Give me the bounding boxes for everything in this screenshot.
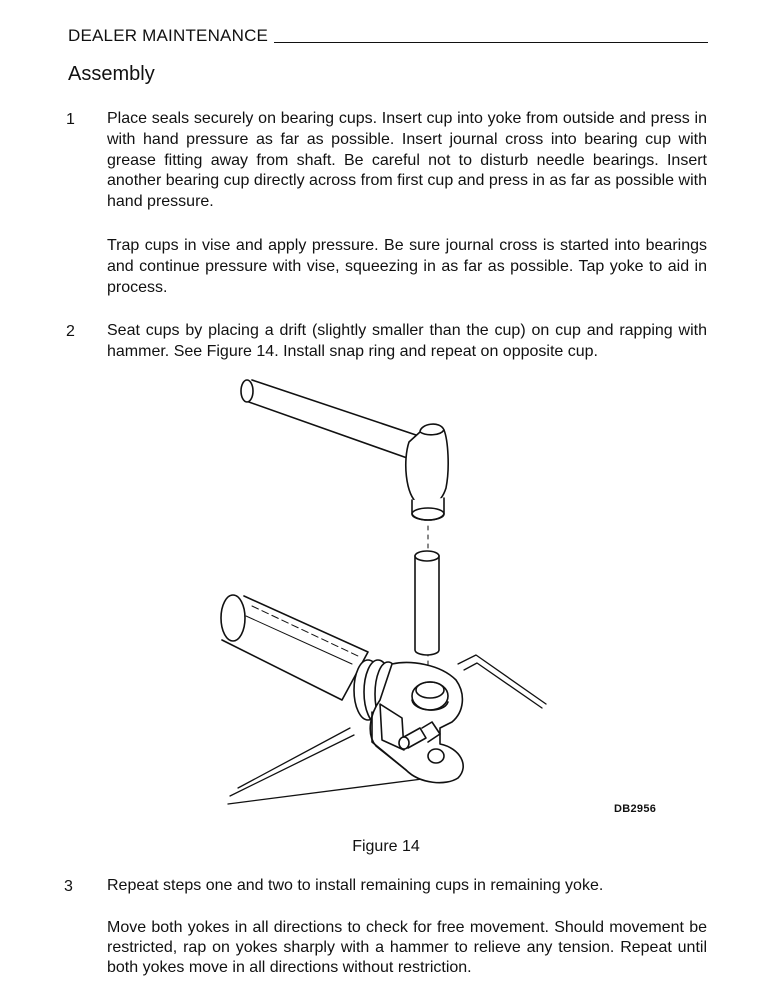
section-title: Assembly [68,63,155,85]
hammer-head [406,424,448,520]
figure-14-illustration [0,370,772,830]
step-1-paragraph-2: Trap cups in vise and apply pressure. Be sure journal cross is started into bearings and continue pressure with vise, squeezing in as far as possible. Tap yoke to aid in process. [107,237,707,296]
hammer-handle [241,380,419,459]
step-number-2: 2 [66,323,75,340]
header-rule [274,42,708,43]
figure-code: DB2956 [614,803,657,815]
shaft [221,595,368,700]
drift-pin [415,551,439,655]
step-2-paragraph-1: Seat cups by placing a drift (slightly smaller than the cup) on cup and rapping with hammer. See Figure 14. Install snap ring and repeat on opposite cup. [107,322,707,360]
figure-caption: Figure 14 [352,838,420,855]
step-3-paragraph-1: Repeat steps one and two to install remaining cups in remaining yoke. [107,877,604,894]
step-number-1: 1 [66,111,75,128]
header-title: DEALER MAINTENANCE [68,26,269,45]
page-header [68,22,708,46]
step-number-3: 3 [64,878,73,895]
step-1-paragraph-1: Place seals securely on bearing cups. Insert cup into yoke from outside and press in with hand pressure as far as possible. Insert journal cross into bearing cup with grease fitting away from shaft. Be careful not to disturb needle bearings. Insert another bearing cup directly across from first cup and press in as far as possible with hand pressure. [107,110,707,211]
step-3-paragraph-2: Move both yokes in all directions to check for free movement. Should movement be restricted, rap on yokes sharply with a hammer to relieve any tension. Repeat until both yokes move in all directions without restriction. [107,919,707,976]
